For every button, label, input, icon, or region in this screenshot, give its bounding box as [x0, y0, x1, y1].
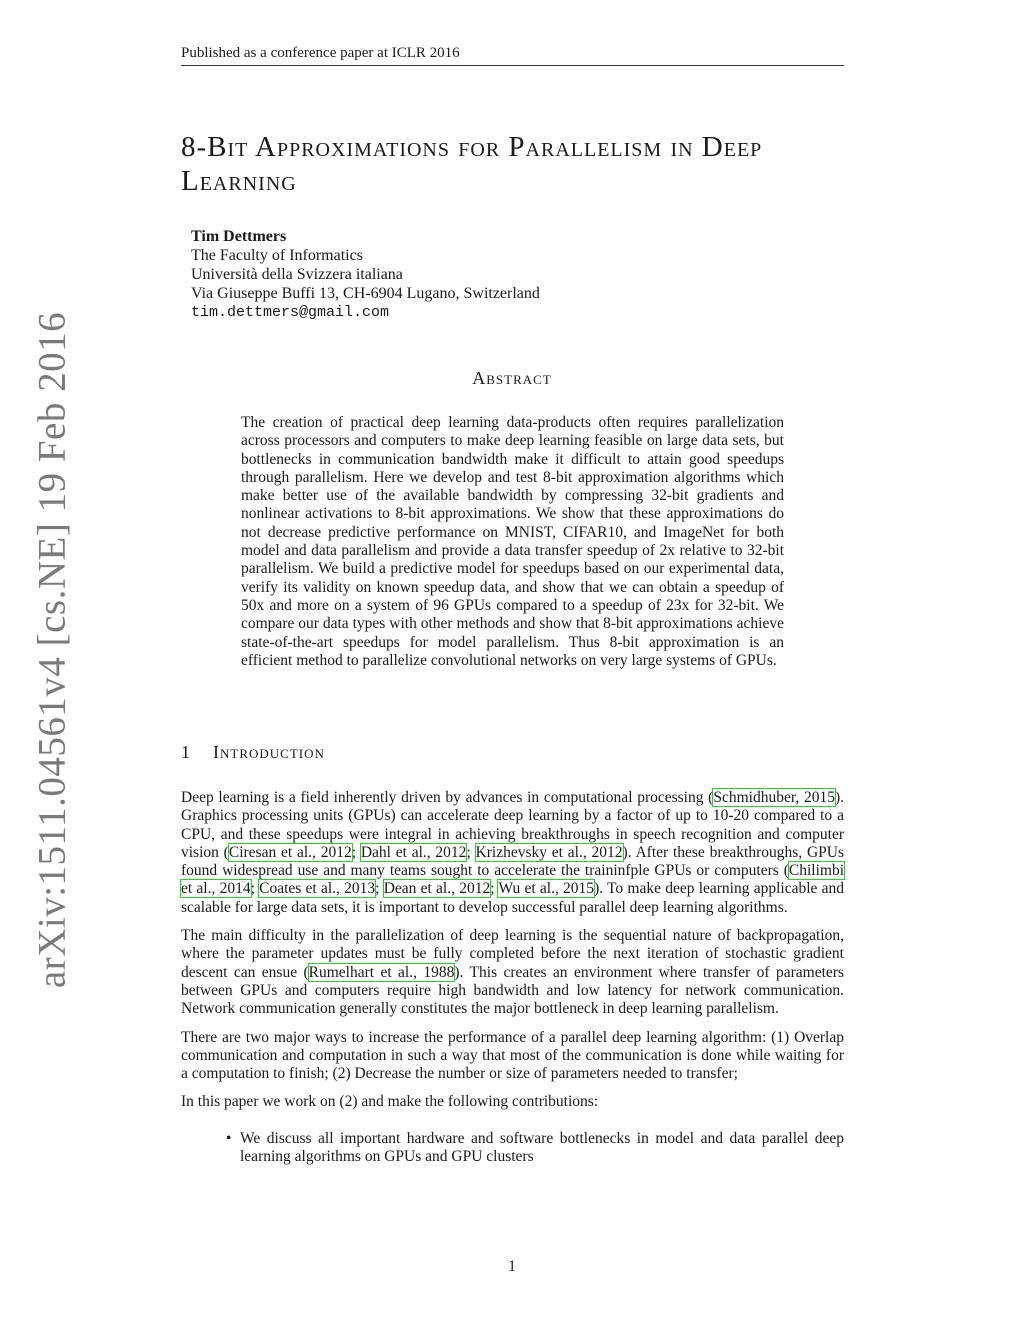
author-affiliation-faculty: The Faculty of Informatics: [191, 247, 363, 264]
author-email[interactable]: tim.dettmers@gmail.com: [191, 304, 390, 321]
citation-link[interactable]: Dean et al., 2012: [383, 880, 491, 898]
paragraph: [181, 789, 844, 917]
citation-link[interactable]: Wu et al., 2015: [498, 880, 595, 898]
abstract-text: The creation of practical deep learning data-products often requires parallelization across processors and computers to make deep learning feasible on large data sets, but bottlenecks in communication bandwidth make it difficult to attain good speedups through parallelism. Here we develop and test 8-bit approximation algorithms which make better use of the available bandwidth by compressing 32-bit gradients and nonlinear activations to 8-bit approximations. We show that these approximations do not decrease predictive performance on MNIST, CIFAR10, and ImageNet for both model and data parallelism and provide a data transfer speedup of 2x relative to 32-bit parallelism. We build a predictive model for speedups based on our experimental data, verify its validity on known speedup data, and show that we can obtain a speedup of 50x and more on a system of 96 GPUs compared to a speedup of 23x for 32-bit. We compare our data types with other methods and show that 8-bit approximations achieve state-of-the-art speedups for model parallelism. Thus 8-bit approximation is an efficient method to parallelize convolutional networks on very large systems of GPUs.: [241, 414, 784, 669]
text-run: ). This creates an environment where transfer of parameters between GPUs and computers require high bandwidth and low latency for network communication. Network communication generally constitutes the major bottleneck in deep learning parallelism.: [181, 963, 844, 1018]
section-title: Introduction: [213, 742, 325, 762]
citation-link[interactable]: Ciresan et al., 2012: [228, 843, 352, 861]
text-run: ). To make deep learning applicable and scalable for large data sets, it is important to develop successful parallel deep learning algorithms.: [181, 880, 845, 916]
author-address: Via Giuseppe Buffi 13, CH-6904 Lugano, Switzerland: [191, 285, 540, 302]
author-name: Tim Dettmers: [191, 228, 287, 245]
text-run: ). After these breakthroughs, GPUs found widespread use and many teams sought to accelerate the traininfple GPUs or computers (: [181, 843, 844, 880]
list-item-text: We discuss all important hardware and software bottlenecks in model and data parallel deep learning algorithms on GPUs and GPU clusters: [240, 1129, 844, 1166]
citation-link[interactable]: Dahl et al., 2012: [360, 843, 467, 861]
paragraph: [181, 927, 844, 1018]
text-run: Deep learning is a field inherently driven by advances in computational processing (: [181, 789, 714, 806]
paragraph: There are two major ways to increase the performance of a parallel deep learning algorithm: (1) Overlap communication and computation in such a way that most of the communication is done while waiting for a computation to finish; (2) Decrease the number or size of parameters needed to transfer;: [181, 1028, 844, 1083]
citation-link[interactable]: Coates et al., 2013: [259, 880, 376, 898]
introduction-body: [181, 789, 844, 1166]
text-run: ). Graphics processing units (GPUs) can accelerate deep learning by a factor of up to 10-20 compared to a CPU, and these speedups were integral in achieving breakthroughs in speech recognition and computer vision (: [181, 789, 844, 861]
section-heading-introduction: [181, 742, 325, 763]
text-run: ;: [351, 843, 361, 861]
citation-link[interactable]: Chilimbi et al., 2014: [181, 862, 844, 898]
text-run: ;: [250, 880, 260, 898]
page-number: 1: [508, 1258, 516, 1275]
text-run: ;: [375, 880, 384, 898]
citation-link[interactable]: Krizhevsky et al., 2012: [475, 843, 623, 861]
abstract-heading: Abstract: [472, 368, 552, 388]
paragraph: In this paper we work on (2) and make the following contributions:: [181, 1093, 599, 1111]
text-run: The main difficulty in the parallelization of deep learning is the sequential nature of backpropagation, where the parameter updates must be fully completed before the next iteration of stochastic gradient descent can ensue (: [181, 927, 844, 981]
contributions-list: [181, 1130, 844, 1167]
running-header: Published as a conference paper at ICLR 2016: [181, 44, 844, 66]
bullet-icon: •: [226, 1129, 232, 1147]
text-run: ;: [466, 843, 476, 861]
author-affiliation-university: Università della Svizzera italiana: [191, 266, 403, 283]
citation-link[interactable]: Rumelhart et al., 1988: [308, 963, 455, 981]
author-block: [191, 227, 540, 322]
citation-link[interactable]: Schmidhuber, 2015: [713, 789, 835, 806]
arxiv-identifier: arXiv:1511.04561v4 [cs.NE] 19 Feb 2016: [30, 311, 74, 989]
list-item: [226, 1129, 844, 1167]
text-run: ;: [490, 880, 499, 898]
paper-title: 8-Bit Approximations for Parallelism in Deep Learning: [181, 131, 763, 197]
section-number: 1: [181, 742, 191, 762]
